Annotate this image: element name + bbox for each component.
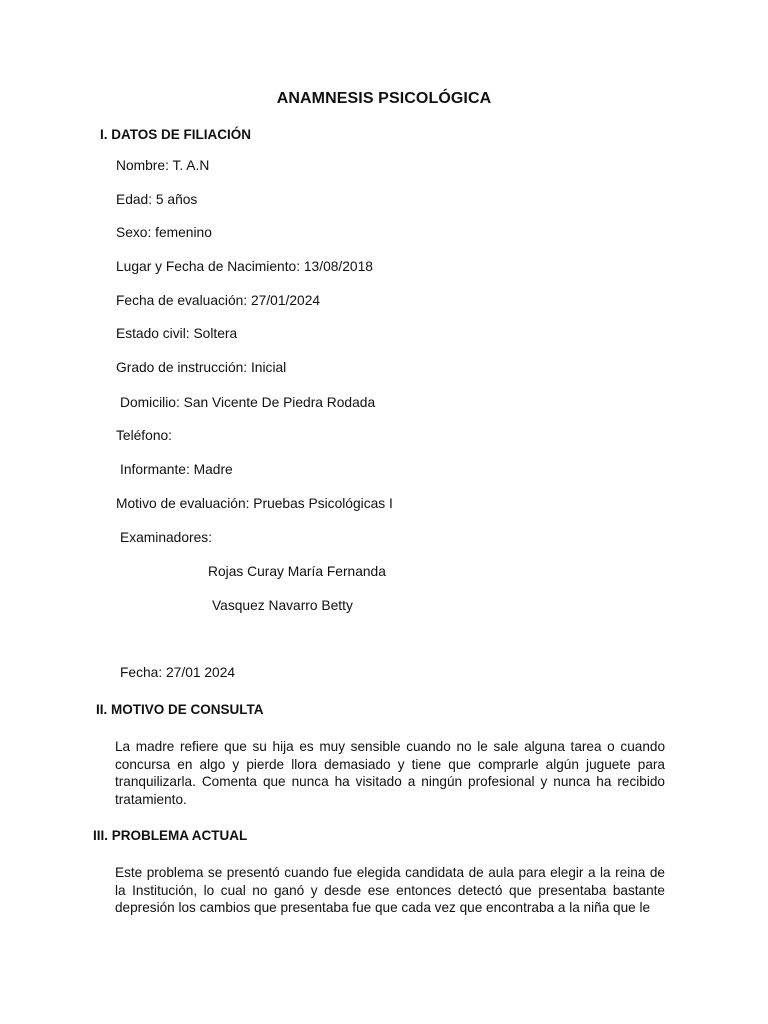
examiner-name: Vasquez Navarro Betty [212, 598, 353, 613]
section-heading-problema-actual: III. PROBLEMA ACTUAL [93, 828, 248, 843]
field-edad: Edad: 5 años [116, 192, 198, 207]
section-heading-motivo-consulta: II. MOTIVO DE CONSULTA [96, 702, 264, 717]
field-informante: Informante: Madre [120, 462, 233, 477]
field-sexo: Sexo: femenino [116, 225, 212, 240]
paragraph-problema-actual: Este problema se presentó cuando fue elegida candidata de aula para elegir a la reina de la Institución, lo cual no ganó y desde ese entonces detectó que presentaba bastante depresión los cambios que presentaba fue que cada vez que encontraba a la niña que le [115, 865, 665, 916]
field-examinadores: Examinadores: [120, 530, 213, 545]
field-estado-civil: Estado civil: Soltera [116, 326, 238, 341]
field-grado-instruccion: Grado de instrucción: Inicial [116, 360, 287, 375]
field-telefono: Teléfono: [116, 428, 172, 443]
field-lugar-fecha-nacimiento: Lugar y Fecha de Nacimiento: 13/08/2018 [116, 259, 373, 274]
field-fecha-evaluacion: Fecha de evaluación: 27/01/2024 [116, 293, 321, 308]
document-title: ANAMNESIS PSICOLÓGICA [276, 90, 492, 107]
examiner-name: Rojas Curay María Fernanda [208, 564, 386, 579]
field-motivo-evaluacion: Motivo de evaluación: Pruebas Psicológicas I [116, 496, 393, 511]
field-fecha: Fecha: 27/01 2024 [120, 665, 236, 680]
paragraph-motivo-consulta: La madre refiere que su hija es muy sensible cuando no le sale alguna tarea o cuando concursa en algo y pierde llora demasiado y tiene que comprarle algún juguete para tranquilizarla. Comenta que nunca ha visitado a ningún profesional y nunca ha recibido tratamiento. [115, 739, 665, 807]
section-heading-datos-filiacion: I. DATOS DE FILIACIÓN [100, 127, 252, 142]
field-domicilio: Domicilio: San Vicente De Piedra Rodada [120, 395, 376, 410]
field-nombre: Nombre: T. A.N [116, 158, 210, 173]
